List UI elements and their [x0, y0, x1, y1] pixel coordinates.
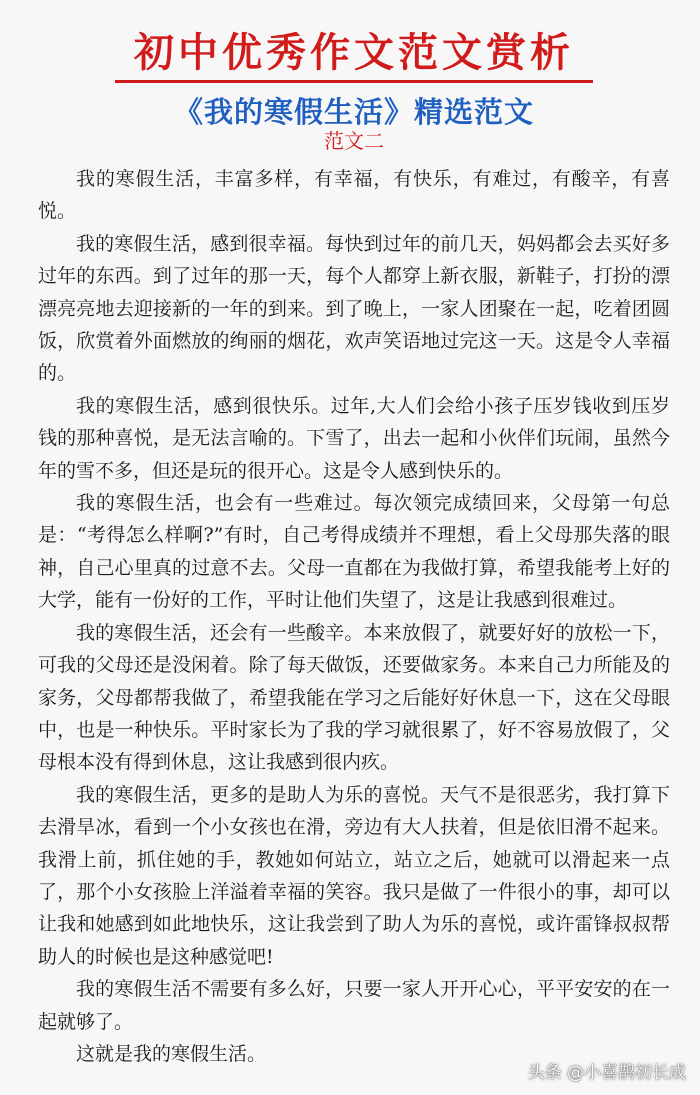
- essay-paragraph: 这就是我的寒假生活。: [76, 1042, 267, 1065]
- essay-body: [38, 163, 670, 1070]
- essay-paragraph: 我的寒假生活，丰富多样，有幸福，有快乐，有难过，有酸辛，有喜悦。: [38, 168, 670, 223]
- essay-paragraph: 我的寒假生活，感到很快乐。过年,大人们会给小孩子压岁钱收到压岁钱的那种喜悦，是无法言喻的。下雪了，出去一起和小伙伴们玩闹，虽然今年的雪不多，但还是玩的很开心。这是令人感到快乐的。: [38, 394, 670, 482]
- essay-paragraph: 我的寒假生活，更多的是助人为乐的喜悦。天气不是很恶劣，我打算下去滑旱冰，看到一个小女孩也在滑，旁边有大人扶着，但是依旧滑不起来。我滑上前，抓住她的手，教她如何站立，站立之后，她就可以滑起来一点了，那个小女孩脸上洋溢着幸福的笑容。我只是做了一件很小的事，却可以让我和她感到如此地快乐，这让我尝到了助人为乐的喜悦，或许雷锋叔叔帮助人的时候也是这种感觉吧!: [38, 783, 670, 968]
- essay-subtitle: 《我的寒假生活》精选范文: [173, 95, 534, 129]
- essay-paragraph: 我的寒假生活，感到很幸福。每快到过年的前几天，妈妈都会去买好多过年的东西。到了过年的那一天，每个人都穿上新衣服，新鞋子，打扮的漂漂亮亮地去迎接新的一年的到来。到了晚上，一家人团聚在一起，吃着团圆饭，欣赏着外面燃放的绚丽的烟花，欢声笑语地过完这一天。这是令人幸福的。: [38, 232, 670, 385]
- essay-paragraph: 我的寒假生活，也会有一些难过。每次领完成绩回来，父母第一句总是：“考得怎么样啊?”有时，自己考得成绩并不理想，看上父母那失落的眼神，自己心里真的过意不去。父母一直都在为我做打算，希望我能考上好的大学，能有一份好的工作，平时让他们失望了，这是让我感到很难过。: [38, 492, 670, 612]
- section-label: 范文二: [324, 129, 384, 153]
- page-title: 初中优秀作文范文赏析: [134, 29, 574, 76]
- essay-paragraph: 我的寒假生活不需要有多么好，只要一家人开开心心，平平安安的在一起就够了。: [38, 978, 670, 1033]
- source-watermark: 头条 @小喜鹊初长成: [527, 1063, 686, 1083]
- essay-paragraph: 我的寒假生活，还会有一些酸辛。本来放假了，就要好好的放松一下，可我的父母还是没闲着。除了每天做饭，还要做家务。本来自己力所能及的家务，父母都帮我做了，希望我能在学习之后能好好休息一下，这在父母眼中，也是一种快乐。平时家长为了我的学习就很累了，好不容易放假了，父母根本没有得到休息，这让我感到很内疚。: [38, 621, 670, 774]
- title-underline: [115, 80, 593, 83]
